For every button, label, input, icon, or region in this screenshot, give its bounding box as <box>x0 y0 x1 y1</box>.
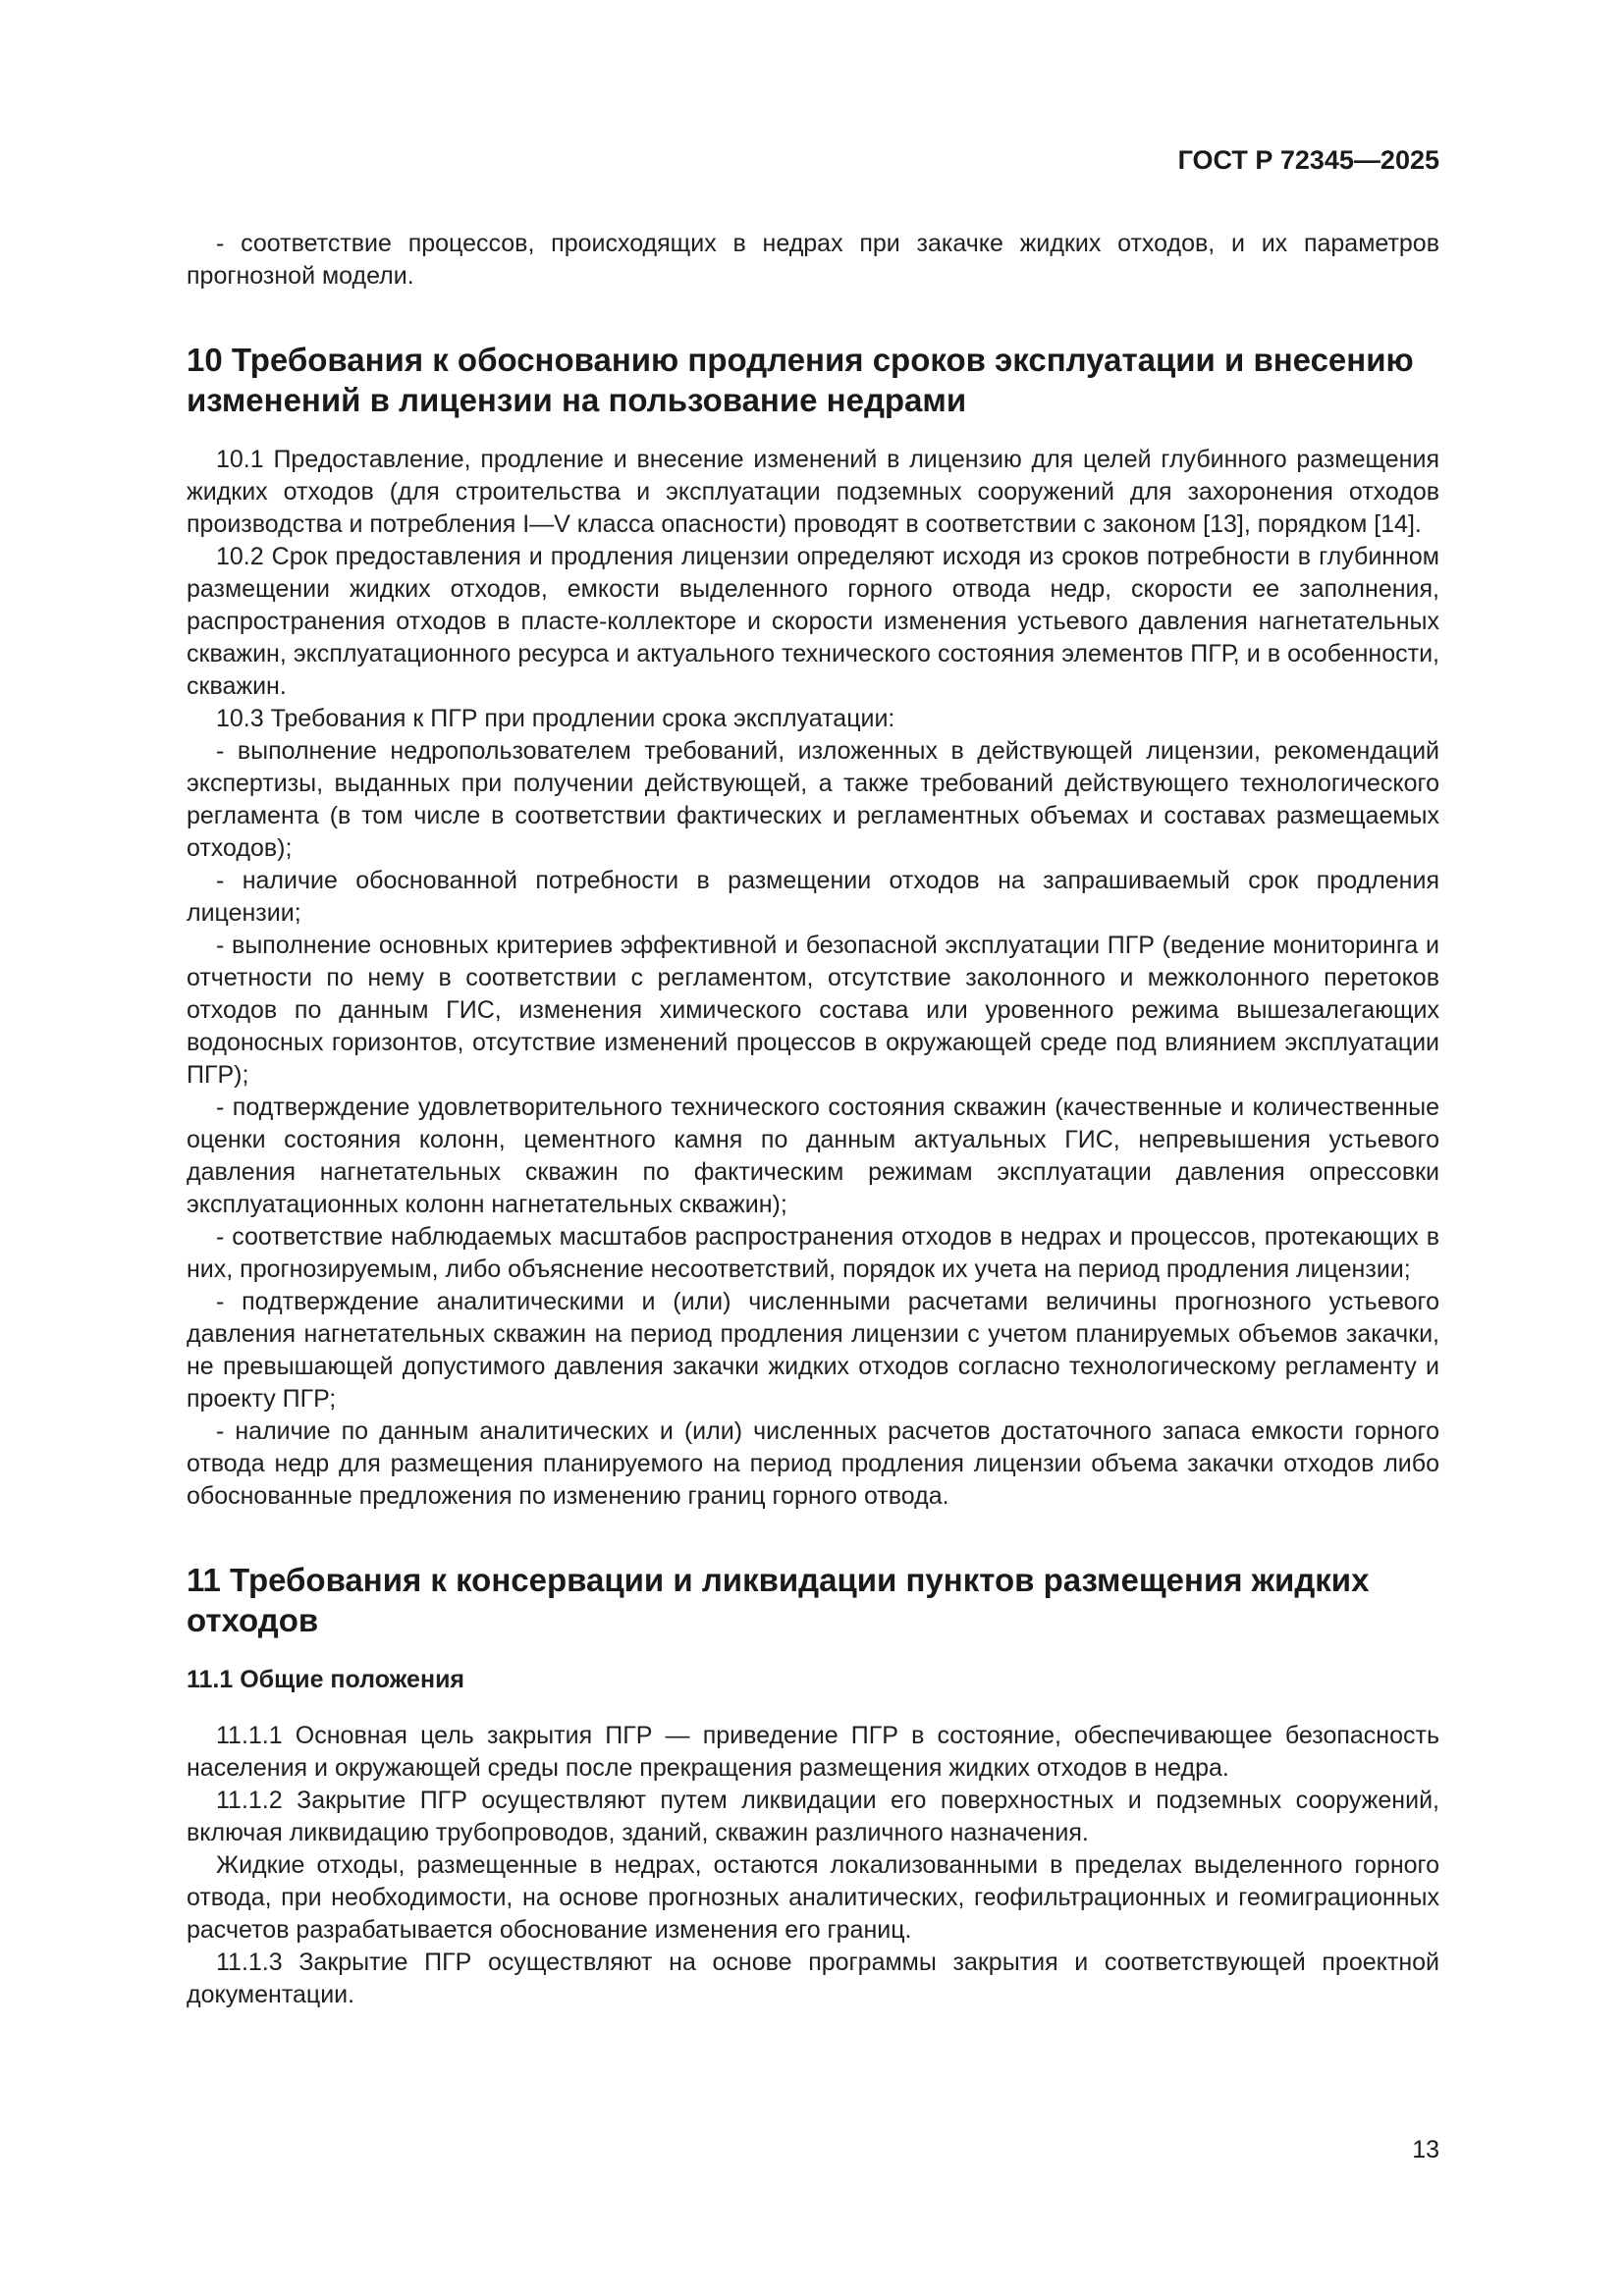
document-code: ГОСТ Р 72345—2025 <box>1177 145 1439 175</box>
paragraph-11-1-1: 11.1.1 Основная цель закрытия ПГР — приведение ПГР в состояние, обеспечивающее безопасность населения и окружающей среды после прекращения размещения жидких отходов в недра. <box>187 1722 1439 1782</box>
list-item: - наличие по данным аналитических и (или) численных расчетов достаточного запаса емкости горного отвода недр для размещения планируемого на период продления лицензии объема закачки отходов либо обоснованные предложения по изменению границ горного отвода. <box>187 1417 1439 1510</box>
document-body <box>187 228 1439 2011</box>
list-item: - выполнение основных критериев эффективной и безопасной эксплуатации ПГР (ведение мониторинга и отчетности по нему в соответствии с регламентом, отсутствие заколонного и межколонного перетоков отходов по данным ГИС, изменения химического состава или уровенного режима вышезалегающих водоносных горизонтов, отсутствие изменений процессов в окружающей среде под влиянием эксплуатации ПГР); <box>187 932 1439 1089</box>
subsection-heading-11-1: 11.1 Общие положения <box>187 1666 465 1693</box>
section-heading-10: 10 Требования к обоснованию продления сроков эксплуатации и внесению изменений в лицензии на пользование недрами <box>187 342 1414 418</box>
paragraph: Жидкие отходы, размещенные в недрах, остаются локализованными в пределах выделенного горного отвода, при необходимости, на основе прогнозных аналитических, геофильтрационных и геомиграционных расчетов разрабатывается обоснование изменения его границ. <box>187 1851 1439 1944</box>
section-heading-11: 11 Требования к консервации и ликвидации пунктов размещения жидких отходов <box>187 1562 1370 1638</box>
list-item: - соответствие наблюдаемых масштабов распространения отходов в недрах и процессов, протекающих в них, прогнозируемым, либо объяснение несоответствий, порядок их учета на период продления лицензии; <box>187 1223 1439 1283</box>
paragraph-10-2: 10.2 Срок предоставления и продления лицензии определяют исходя из сроков потребности в глубинном размещении жидких отходов, емкости выделенного горного отвода недр, скорости ее заполнения, распространения отходов в пласте-коллекторе и скорости изменения устьевого давления нагнетательных скважин, эксплуатационного ресурса и актуального технического состояния элементов ПГР, и в особенности, скважин. <box>187 543 1439 700</box>
paragraph: - соответствие процессов, происходящих в недрах при закачке жидких отходов, и их параметров прогнозной модели. <box>187 230 1439 290</box>
page-number: 13 <box>1412 2136 1439 2163</box>
list-item: - наличие обоснованной потребности в размещении отходов на запрашиваемый срок продления лицензии; <box>187 867 1439 927</box>
paragraph-10-3: 10.3 Требования к ПГР при продлении срока эксплуатации: <box>216 705 895 732</box>
list-item: - выполнение недропользователем требований, изложенных в действующей лицензии, рекомендаций экспертизы, выданных при получении действующей, а также требований действующего технологического регламента (в том числе в соответствии фактических и регламентных объемах и составах размещаемых отходов); <box>187 737 1439 862</box>
paragraph-11-1-2: 11.1.2 Закрытие ПГР осуществляют путем ликвидации его поверхностных и подземных сооружений, включая ликвидацию трубопроводов, зданий, скважин различного назначения. <box>187 1787 1439 1846</box>
list-item: - подтверждение удовлетворительного технического состояния скважин (качественные и количественные оценки состояния колонн, цементного камня по данным актуальных ГИС, непревышения устьевого давления нагнетательных скважин по фактическим режимам эксплуатации давления опрессовки эксплуатационных колонн нагнетательных скважин); <box>187 1094 1439 1218</box>
list-item: - подтверждение аналитическими и (или) численными расчетами величины прогнозного устьевого давления нагнетательных скважин на период продления лицензии с учетом планируемых объемов закачки, не превышающей допустимого давления закачки жидких отходов согласно технологическому регламенту и проекту ПГР; <box>187 1288 1439 1413</box>
paragraph-11-1-3: 11.1.3 Закрытие ПГР осуществляют на основе программы закрытия и соответствующей проектной документации. <box>187 1949 1439 2008</box>
paragraph-10-1: 10.1 Предоставление, продление и внесение изменений в лицензию для целей глубинного размещения жидких отходов (для строительства и эксплуатации подземных сооружений для захоронения отходов производства и потребления I—V класса опасности) проводят в соответствии с законом [13], порядком [14]. <box>187 446 1439 538</box>
